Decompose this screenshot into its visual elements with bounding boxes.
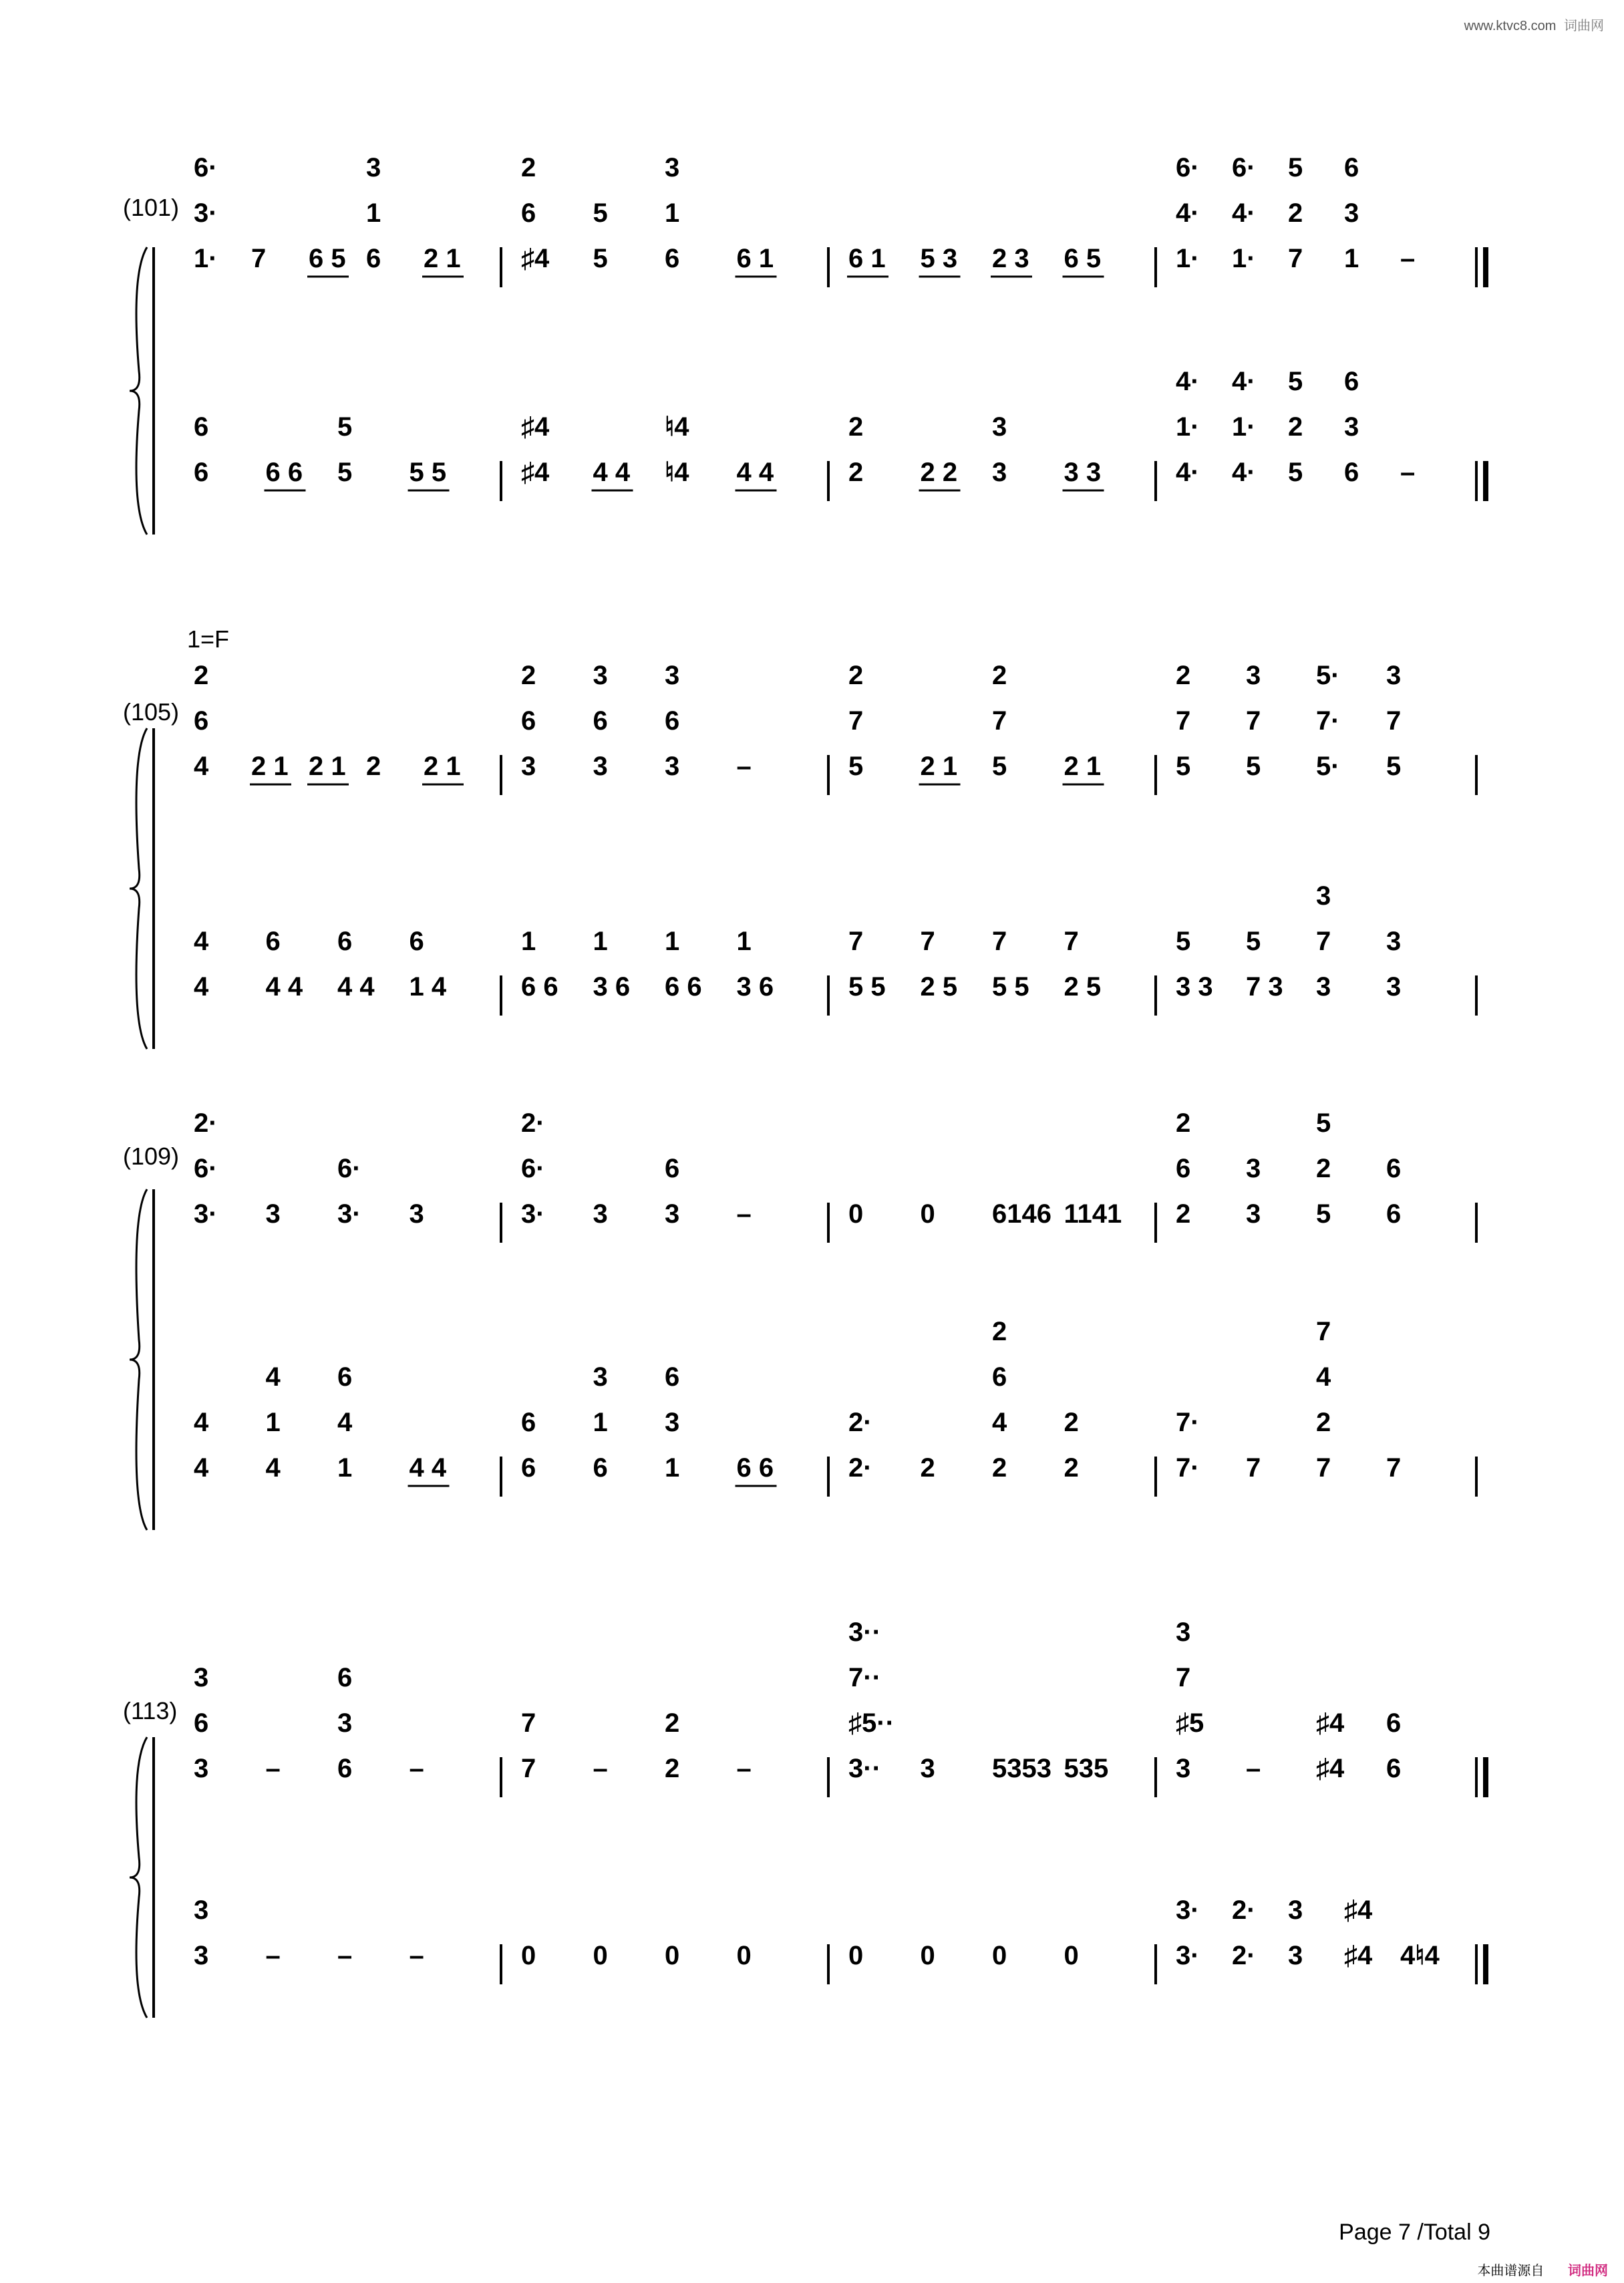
bass-note: 6 [521, 1453, 536, 1483]
treble-note: 5 [1246, 752, 1261, 781]
bass-note: – [1400, 458, 1416, 487]
treble-note: 2 1 [1064, 752, 1102, 781]
treble-note: 3 [665, 1199, 680, 1229]
treble-note: 6 [366, 244, 381, 273]
treble-note: 6 [1386, 1708, 1402, 1738]
bass-note: 6 6 [665, 972, 702, 1002]
bass-note: 1 [665, 1453, 680, 1483]
bass-note: 6 6 [521, 972, 558, 1002]
treble-note: 2 [1176, 1199, 1191, 1229]
bass-note: 7 [1246, 1453, 1261, 1483]
treble-note: 1 [366, 198, 381, 228]
bass-note: 7 3 [1246, 972, 1283, 1002]
treble-note: 7· [1316, 706, 1340, 736]
bass-note: 2· [1232, 1895, 1256, 1925]
treble-note: 2 1 [424, 244, 461, 273]
treble-note: 3 [265, 1199, 281, 1229]
treble-note: 6 [337, 1754, 353, 1783]
bass-note: 4 [265, 1453, 281, 1483]
bass-note: 7 [1316, 1453, 1331, 1483]
bass-note: 2 [992, 1317, 1007, 1346]
bass-note: 7 [1316, 1317, 1331, 1346]
bass-note: 2 [1064, 1408, 1079, 1437]
bass-note: 2 2 [920, 458, 958, 487]
bass-note: 7 [1386, 1453, 1402, 1483]
treble-note: 5353 [992, 1754, 1051, 1783]
treble-note: 3· [521, 1199, 545, 1229]
bass-note: 1 [521, 927, 536, 956]
treble-note: 6 [1386, 1199, 1402, 1229]
treble-note: – [593, 1754, 608, 1783]
score-staff [127, 147, 1510, 561]
bass-note: 4 [265, 1362, 281, 1392]
right-watermark-strip [1605, 0, 1621, 2283]
treble-note: 6· [1232, 153, 1256, 182]
bass-note: 3 [1288, 1895, 1303, 1925]
treble-note: – [1400, 244, 1416, 273]
score-staff [127, 1108, 1510, 1543]
brace [130, 1189, 147, 1530]
treble-note: 3 [1246, 1154, 1261, 1183]
treble-note: 2 [194, 661, 209, 690]
treble-note: 2 1 [424, 752, 461, 781]
bass-note: 6 [665, 1362, 680, 1392]
treble-note: – [736, 752, 752, 781]
footer-brand-logo: 词曲网 [1568, 2264, 1608, 2278]
bass-note: 4 4 [265, 972, 303, 1002]
bass-note: ♯4 [1344, 1941, 1373, 1970]
page-indicator: Page 7 /Total 9 [1339, 2220, 1490, 2245]
bass-note: 4 [337, 1408, 353, 1437]
bass-note: 0 [736, 1941, 752, 1970]
treble-note: 5· [1316, 661, 1340, 690]
bass-note: 0 [920, 1941, 935, 1970]
treble-note: 6· [521, 1154, 545, 1183]
bass-note: 5 [337, 458, 353, 487]
treble-note: 4 [194, 752, 209, 781]
bass-note: 4 [194, 972, 209, 1002]
bass-note: 4 [194, 1408, 209, 1437]
treble-note: 5 [1386, 752, 1402, 781]
treble-note: 6· [194, 1154, 218, 1183]
bass-note: 1 [593, 1408, 608, 1437]
bass-note: 3· [1176, 1941, 1200, 1970]
treble-note: 5 [1316, 1199, 1331, 1229]
treble-note: 5 [848, 752, 864, 781]
bass-note: 7 [848, 927, 864, 956]
treble-note: 6 5 [1064, 244, 1102, 273]
measure-number: (105) [123, 698, 180, 726]
bass-note: 4 [194, 1453, 209, 1483]
treble-note: 2 1 [309, 752, 346, 781]
footer-source-label: 本曲谱源自 [1477, 2264, 1545, 2278]
treble-note: 3 [593, 1199, 608, 1229]
treble-note: 2 [848, 661, 864, 690]
treble-note: 7 [1176, 706, 1191, 736]
treble-note: 6· [337, 1154, 361, 1183]
score-system-3 [123, 1108, 1503, 1530]
treble-note: 3 [194, 1754, 209, 1783]
treble-note: – [265, 1754, 281, 1783]
treble-note: 5 [593, 198, 608, 228]
bass-note: ♯4 [521, 458, 550, 487]
bass-note: 5 [1288, 458, 1303, 487]
bass-note: 5 5 [992, 972, 1029, 1002]
bass-note: 3 6 [736, 972, 774, 1002]
treble-note: 2 3 [992, 244, 1029, 273]
bass-note: – [337, 1941, 353, 1970]
bass-note: 6 [521, 1408, 536, 1437]
treble-note: 6 [194, 1708, 209, 1738]
score-staff [127, 1618, 1510, 2098]
treble-note: 3 [1176, 1754, 1191, 1783]
bass-note: ♮4 [665, 458, 689, 487]
treble-note: 5 [1288, 153, 1303, 182]
bass-note: 4 4 [409, 1453, 447, 1483]
brace [130, 247, 147, 535]
bass-note: 0 [521, 1941, 536, 1970]
measure-number: (101) [123, 194, 180, 221]
treble-note: 2 [1316, 1154, 1331, 1183]
brace [130, 1737, 147, 2018]
treble-note: 3 [1176, 1618, 1191, 1647]
score-system-4 [123, 1618, 1503, 2018]
bass-note: 6 [337, 927, 353, 956]
treble-note: 1· [1232, 244, 1256, 273]
treble-note: 7 [1386, 706, 1402, 736]
bass-note: 3 [1344, 412, 1359, 442]
brace [130, 728, 147, 1049]
treble-note: 7 [521, 1708, 536, 1738]
treble-note: 6 5 [309, 244, 346, 273]
treble-note: 7 [992, 706, 1007, 736]
bass-note: 3 [1316, 972, 1331, 1002]
bass-note: 3 [1386, 972, 1402, 1002]
treble-note: 6 [665, 1154, 680, 1183]
bass-note: 1· [1176, 412, 1200, 442]
treble-note: 2 1 [251, 752, 289, 781]
bass-note: 6 [992, 1362, 1007, 1392]
treble-note: 7 [1246, 706, 1261, 736]
treble-note: 2 [366, 752, 381, 781]
bass-note: 4 4 [736, 458, 774, 487]
bass-note: 4♮4 [1400, 1941, 1440, 1970]
treble-note: 4· [1176, 198, 1200, 228]
treble-note: 2 [665, 1754, 680, 1783]
bass-note: 7 [1064, 927, 1079, 956]
treble-note: 3· [337, 1199, 361, 1229]
bass-note: – [409, 1941, 424, 1970]
bass-note: 4 [194, 927, 209, 956]
bass-note: 3 [992, 458, 1007, 487]
bass-note: 2 5 [1064, 972, 1102, 1002]
bass-note: 5 5 [409, 458, 447, 487]
treble-note: 6 [665, 244, 680, 273]
treble-note: 7 [848, 706, 864, 736]
bass-note: 2 [992, 1453, 1007, 1483]
key-signature: 1=F [187, 625, 230, 653]
bass-note: 5 [1246, 927, 1261, 956]
bass-note: 3 3 [1176, 972, 1213, 1002]
treble-note: 6· [1176, 153, 1200, 182]
treble-note: 6 [593, 706, 608, 736]
bass-note: 2 [848, 412, 864, 442]
treble-note: ♯4 [521, 244, 550, 273]
treble-note: 2 [1288, 198, 1303, 228]
treble-note: 3 [593, 752, 608, 781]
treble-note: – [409, 1754, 424, 1783]
bass-note: 2 [1064, 1453, 1079, 1483]
treble-note: 5 [992, 752, 1007, 781]
bass-note: 3· [1176, 1895, 1200, 1925]
treble-note: 7 [1288, 244, 1303, 273]
treble-note: 2 [1176, 1108, 1191, 1138]
treble-note: 1141 [1064, 1199, 1122, 1229]
treble-note: 5· [1316, 752, 1340, 781]
treble-note: 3· [194, 198, 218, 228]
bass-note: 4· [1232, 367, 1256, 396]
treble-note: 6 [521, 706, 536, 736]
treble-note: 2 1 [920, 752, 958, 781]
bass-note: 5 [1176, 927, 1191, 956]
bass-note: 3 [992, 412, 1007, 442]
bass-note: ♮4 [665, 412, 689, 442]
treble-note: 4· [1232, 198, 1256, 228]
bass-note: 6 [194, 458, 209, 487]
bass-note: 2 [1288, 412, 1303, 442]
bass-note: 3 [1386, 927, 1402, 956]
treble-note: 2· [521, 1108, 545, 1138]
bass-note: 3 6 [593, 972, 631, 1002]
treble-note: 0 [920, 1199, 935, 1229]
treble-note: 6 [521, 198, 536, 228]
treble-note: 7 [251, 244, 267, 273]
treble-note: 6146 [992, 1199, 1051, 1229]
bass-note: 1 [337, 1453, 353, 1483]
bass-note: 2· [848, 1453, 872, 1483]
bass-note: 2 [920, 1453, 935, 1483]
bass-note: 2· [1232, 1941, 1256, 1970]
bass-note: 3 [194, 1941, 209, 1970]
treble-note: – [1246, 1754, 1261, 1783]
treble-note: 3 [920, 1754, 935, 1783]
treble-note: ♯4 [1316, 1754, 1345, 1783]
bass-note: 6 [593, 1453, 608, 1483]
treble-note: 6 [1344, 153, 1359, 182]
bass-note: 1 4 [409, 972, 447, 1002]
treble-note: 3 [1386, 661, 1402, 690]
treble-note: 3 [665, 752, 680, 781]
score-system-1 [123, 147, 1503, 548]
bass-note: 4 [992, 1408, 1007, 1437]
treble-note: – [736, 1199, 752, 1229]
treble-note: 2· [194, 1108, 218, 1138]
site-header [1464, 15, 1604, 34]
treble-note: 2 [521, 661, 536, 690]
bass-note: 7· [1176, 1408, 1200, 1437]
bass-note: 2 [848, 458, 864, 487]
bass-note: 5 [1288, 367, 1303, 396]
bass-note: 3 [194, 1895, 209, 1925]
treble-note: 2 [665, 1708, 680, 1738]
bass-note: 6 [1344, 458, 1359, 487]
score-staff [127, 635, 1510, 1049]
bass-note: 7· [1176, 1453, 1200, 1483]
bass-note: 4 4 [593, 458, 631, 487]
treble-note: 6 1 [848, 244, 886, 273]
site-url: www.ktvc8.com [1464, 19, 1557, 33]
site-brand: 词曲网 [1564, 19, 1604, 33]
treble-note: 1· [1176, 244, 1200, 273]
bass-note: 3 [665, 1408, 680, 1437]
bass-note: 3 [1316, 881, 1331, 911]
treble-note: 3 [1246, 1199, 1261, 1229]
treble-note: 3 [665, 153, 680, 182]
bass-note: 0 [665, 1941, 680, 1970]
treble-note: 3 [1344, 198, 1359, 228]
treble-note: ♯4 [1316, 1708, 1345, 1738]
bass-note: 0 [593, 1941, 608, 1970]
bass-note: 4· [1176, 458, 1200, 487]
bass-note: ♯4 [1344, 1895, 1373, 1925]
treble-note: 6· [194, 153, 218, 182]
bass-note: 6 [337, 1362, 353, 1392]
bass-note: 7 [1316, 927, 1331, 956]
footer-source [1477, 2260, 1608, 2279]
treble-note: 535 [1064, 1754, 1109, 1783]
bass-note: 6 [1344, 367, 1359, 396]
bass-note: 1 [665, 927, 680, 956]
treble-note: 5 [1176, 752, 1191, 781]
treble-note: 5 [593, 244, 608, 273]
treble-note: 6 [1386, 1754, 1402, 1783]
bass-note: 6 6 [736, 1453, 774, 1483]
bass-note: 7 [992, 927, 1007, 956]
bass-note: 4 [1316, 1362, 1331, 1392]
bass-note: 5 5 [848, 972, 886, 1002]
treble-note: – [736, 1754, 752, 1783]
treble-note: 7 [521, 1754, 536, 1783]
treble-note: 6 [665, 706, 680, 736]
treble-note: 3 [521, 752, 536, 781]
treble-note: 0 [848, 1199, 864, 1229]
treble-note: 3 [593, 661, 608, 690]
treble-note: 2 [1176, 661, 1191, 690]
bass-note: 1· [1232, 412, 1256, 442]
treble-note: 3·· [848, 1618, 881, 1647]
bass-note: 6 6 [265, 458, 303, 487]
treble-note: 5 3 [920, 244, 958, 273]
treble-note: 2 [992, 661, 1007, 690]
treble-note: ♯5 [1176, 1708, 1204, 1738]
treble-note: 7 [1176, 1663, 1191, 1692]
treble-note: 6 [1386, 1154, 1402, 1183]
bass-note: 7 [920, 927, 935, 956]
treble-note: 6 [1176, 1154, 1191, 1183]
treble-note: 3 [337, 1708, 353, 1738]
bass-note: 0 [848, 1941, 864, 1970]
bass-note: 3 3 [1064, 458, 1102, 487]
treble-note: 6 [194, 706, 209, 736]
treble-note: ♯5·· [848, 1708, 895, 1738]
bass-note: 1 [593, 927, 608, 956]
treble-note: 3 [194, 1663, 209, 1692]
bass-note: 2 [1316, 1408, 1331, 1437]
bass-note: ♯4 [521, 412, 550, 442]
bass-note: 2· [848, 1408, 872, 1437]
score-system-2 [123, 625, 1503, 1036]
bass-note: 2 5 [920, 972, 958, 1002]
treble-note: 7·· [848, 1663, 881, 1692]
treble-note: 3 [409, 1199, 424, 1229]
treble-note: 1 [665, 198, 680, 228]
bass-note: 6 [265, 927, 281, 956]
bass-note: 3 [1288, 1941, 1303, 1970]
bass-note: 1 [736, 927, 752, 956]
bass-note: 6 [409, 927, 424, 956]
treble-note: 3 [665, 661, 680, 690]
measure-number: (113) [123, 1697, 178, 1724]
treble-note: 3 [1246, 661, 1261, 690]
bass-note: 4· [1176, 367, 1200, 396]
bass-note: 3 [593, 1362, 608, 1392]
treble-note: 1 [1344, 244, 1359, 273]
treble-note: 6 1 [736, 244, 774, 273]
bass-note: 5 [337, 412, 353, 442]
treble-note: 6 [337, 1663, 353, 1692]
bass-note: 6 [194, 412, 209, 442]
measure-number: (109) [123, 1143, 180, 1170]
bass-note: 4 4 [337, 972, 375, 1002]
treble-note: 5 [1316, 1108, 1331, 1138]
treble-note: 3· [194, 1199, 218, 1229]
bass-note: 1 [265, 1408, 281, 1437]
treble-note: 3·· [848, 1754, 881, 1783]
bass-note: 0 [1064, 1941, 1079, 1970]
bass-note: – [265, 1941, 281, 1970]
left-watermark-strip [3, 0, 19, 2283]
treble-note: 1· [194, 244, 218, 273]
bass-note: 0 [992, 1941, 1007, 1970]
treble-note: 3 [366, 153, 381, 182]
treble-note: 2 [521, 153, 536, 182]
bass-note: 4· [1232, 458, 1256, 487]
